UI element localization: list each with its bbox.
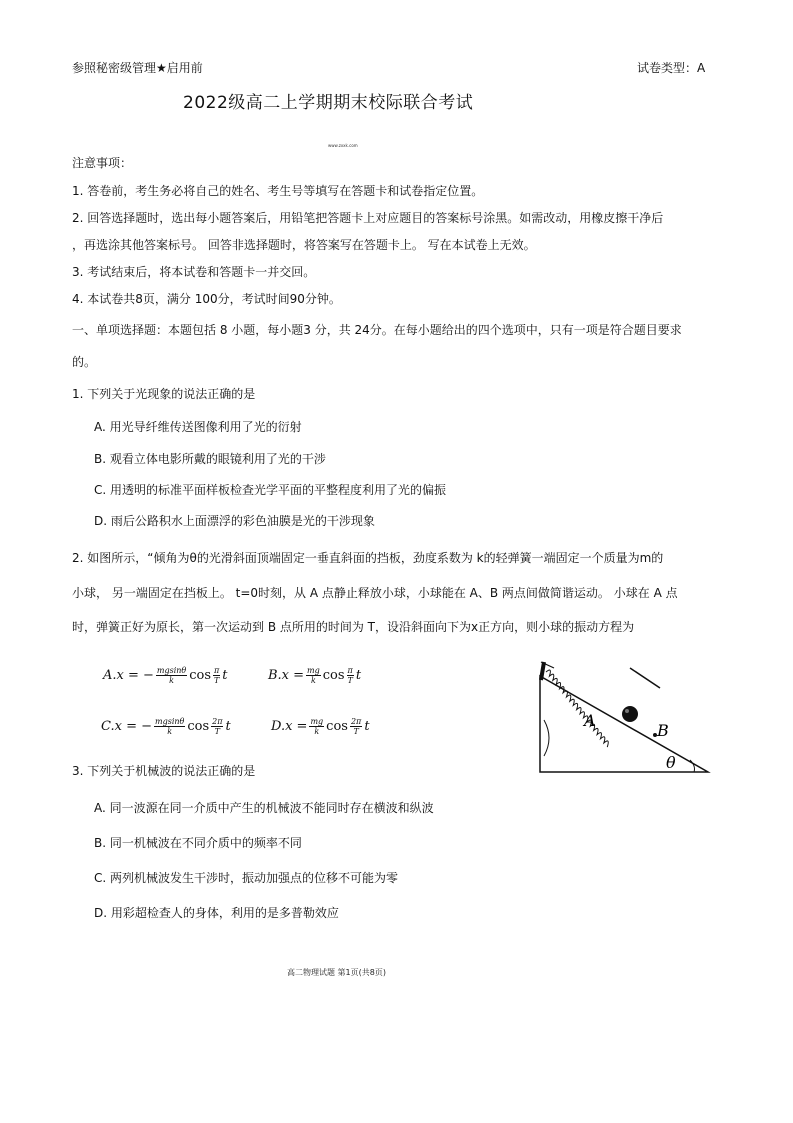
question-3-stem: 3. 下列关于机械波的说法正确的是 [72, 764, 256, 778]
watermark-text: www.zxxk.com [328, 143, 358, 148]
fraction-numerator: mg [310, 717, 324, 726]
fraction-denominator: k [310, 676, 316, 685]
question-2-option-c [101, 717, 231, 736]
section-heading-cont: 的。 [72, 355, 97, 369]
variable: t [364, 719, 370, 734]
fraction [211, 717, 223, 736]
fraction-numerator: 2π [350, 717, 362, 726]
fraction-numerator: 2π [212, 717, 223, 726]
option-prefix: A.x = − [103, 668, 154, 683]
variable: t [355, 668, 362, 683]
ball-highlight [625, 709, 629, 713]
variable: t [225, 719, 231, 734]
fraction-denominator: k [167, 727, 173, 736]
label-b: B [657, 721, 669, 740]
question-2-option-d [271, 717, 370, 736]
fraction-numerator: mgsinθ [156, 666, 187, 675]
question-1-option-b: B. 观看立体电影所戴的眼镜利用了光的干涉 [94, 452, 326, 466]
motion-mark [630, 668, 660, 688]
cos-function: cos [322, 668, 345, 683]
question-2-stem-line-1: 2. 如图所示，“倾角为θ的光滑斜面顶端固定一垂直斜面的挡板，劲度系数为 k的轻弹簧一端固定一个质量为m的 [72, 551, 664, 565]
section-heading: 一、单项选择题：本题包括 8 小题，每小题3 分，共 24分。在每小题给出的四个选项中，只有一项是符合题目要求 [72, 323, 682, 337]
option-prefix: D.x = [271, 719, 308, 734]
question-3-option-a: A. 同一波源在同一介质中产生的机械波不能同时存在横波和纵波 [94, 801, 434, 815]
question-1-option-a: A. 用光导纤维传送图像利用了光的衍射 [94, 420, 302, 434]
page-footer: 高二物理试题 第1页(共8页) [287, 968, 386, 977]
security-label: 参照秘密级管理★启用前 [72, 61, 203, 75]
fraction-numerator: π [214, 666, 220, 675]
fraction [213, 666, 220, 685]
side-arc [544, 720, 549, 756]
fraction-numerator: mg [307, 666, 320, 675]
cos-function: cos [187, 719, 210, 734]
fraction-denominator: T [353, 727, 359, 736]
fraction [154, 717, 185, 736]
ball [622, 706, 638, 722]
fraction [347, 666, 354, 685]
fraction [306, 666, 321, 685]
notice-item-3: 3. 考试结束后，将本试卷和答题卡一并交回。 [72, 265, 316, 279]
notice-item-4: 4. 本试卷共8页，满分 100分，考试时间90分钟。 [72, 292, 341, 306]
cos-function: cos [189, 668, 212, 683]
fraction [309, 717, 324, 736]
notice-item-1: 1. 答卷前，考生务必将自己的姓名、考生号等填写在答题卡和试卷指定位置。 [72, 184, 484, 198]
option-prefix: C.x = − [101, 719, 152, 734]
question-1-stem: 1. 下列关于光现象的说法正确的是 [72, 387, 256, 401]
question-3-option-c: C. 两列机械波发生干涉时，振动加强点的位移不可能为零 [94, 871, 399, 885]
page-title: 2022级高二上学期期末校际联合考试 [183, 93, 474, 113]
fraction-denominator: T [214, 727, 220, 736]
notice-heading: 注意事项： [72, 156, 133, 170]
incline-outline [540, 676, 708, 772]
fraction-denominator: k [169, 676, 174, 685]
fraction-numerator: π [347, 666, 353, 675]
cos-function: cos [326, 719, 348, 734]
question-2-option-a [103, 666, 228, 685]
fraction [350, 717, 362, 736]
label-a: A [584, 711, 596, 730]
notice-item-2-cont: ，再选涂其他答案标号。 回答非选择题时，将答案写在答题卡上。 写在本试卷上无效。 [72, 238, 536, 252]
fraction-denominator: T [213, 676, 220, 685]
spring [530, 669, 626, 747]
label-theta: θ [666, 753, 676, 772]
question-2-stem-line-3: 时，弹簧正好为原长，第一次运动到 B 点所用的时间为 T，设沿斜面向下为x正方向，则小球的振动方程为 [72, 620, 635, 634]
option-prefix: B.x = [268, 668, 305, 683]
fraction-numerator: mgsinθ [155, 717, 185, 726]
notice-item-2: 2. 回答选择题时，选出每小题答案后，用铅笔把答题卡上对应题目的答案标号涂黑。如需改动，用橡皮擦干净后 [72, 211, 664, 225]
fraction-denominator: T [347, 676, 353, 685]
question-2-stem-line-2: 小球， 另一端固定在挡板上。 t=0时刻，从 A 点静止释放小球，小球能在 A、B 两点间做简谐运动。 小球在 A 点 [72, 586, 678, 600]
question-3-option-b: B. 同一机械波在不同介质中的频率不同 [94, 836, 302, 850]
question-3-option-d: D. 用彩超检查人的身体，利用的是多普勒效应 [94, 906, 339, 920]
variable: t [222, 668, 228, 683]
paper-type-label: 试卷类型：A [637, 61, 706, 75]
incline-spring-figure [530, 650, 715, 778]
question-1-option-d: D. 雨后公路积水上面漂浮的彩色油膜是光的干涉现象 [94, 514, 375, 528]
question-2-option-b [268, 666, 361, 685]
fraction [156, 666, 187, 685]
question-1-option-c: C. 用透明的标准平面样板检查光学平面的平整程度利用了光的偏振 [94, 483, 447, 497]
fraction-denominator: k [314, 727, 320, 736]
